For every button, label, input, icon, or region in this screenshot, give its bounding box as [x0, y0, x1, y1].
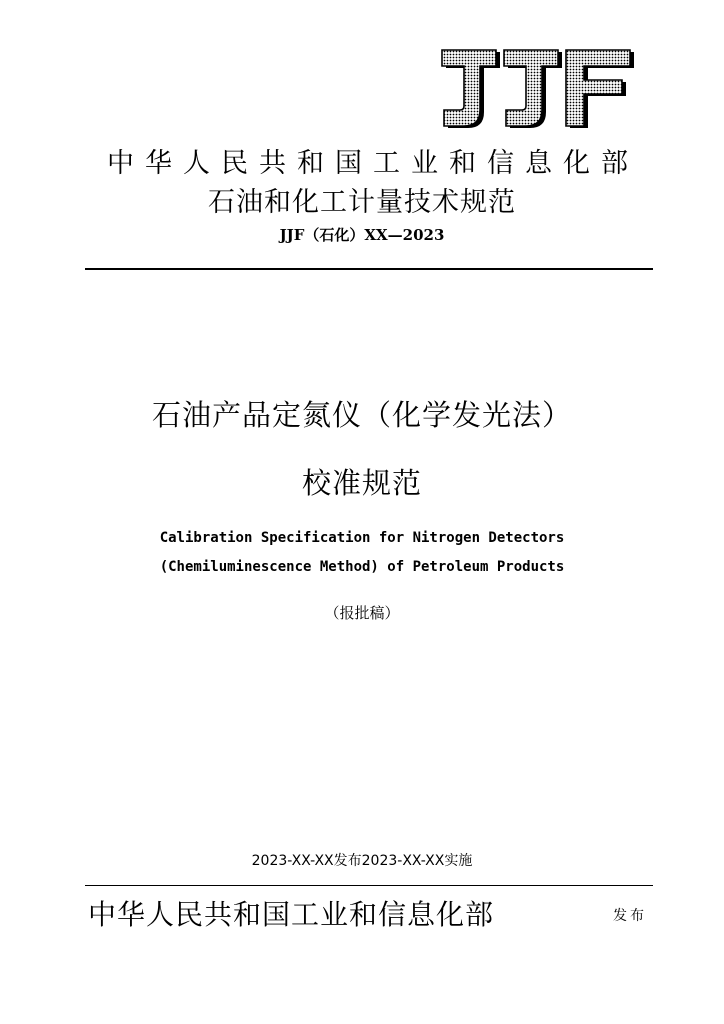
document-subtitle-chinese: 校准规范: [301, 466, 422, 500]
jjf-logo: [434, 44, 634, 128]
ministry-header: 中华人民共和国工业和信息化部: [107, 148, 639, 179]
publish-implement-dates: 2023-XX-XX发布2023-XX-XX实施: [251, 853, 473, 869]
document-title-english-line2: (Chemiluminescence Method) of Petroleum Products: [159, 559, 565, 575]
issuer-name: 中华人民共和国工业和信息化部: [88, 898, 495, 931]
draft-status: （报批稿）: [324, 604, 400, 622]
top-divider: [85, 268, 653, 270]
document-title-english-line1: Calibration Specification for Nitrogen Detectors: [159, 530, 565, 546]
bottom-divider: [85, 885, 653, 886]
issue-label: 发布: [613, 908, 647, 924]
standard-number: JJF（石化）XX—2023: [279, 226, 445, 244]
series-title: 石油和化工计量技术规范: [208, 187, 516, 218]
document-title-chinese: 石油产品定氮仪（化学发光法）: [151, 398, 572, 432]
